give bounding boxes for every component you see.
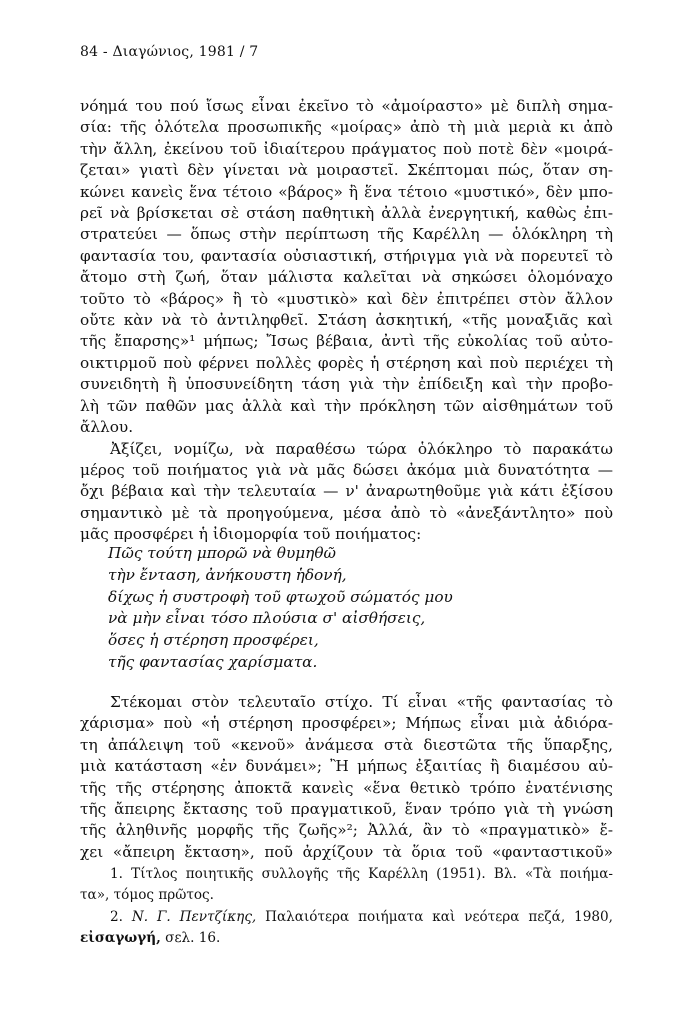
footnote-2-title: Παλαιότερα ποιήματα καὶ νεότερα πεζά, 1980,	[265, 908, 613, 925]
footnote-1-line: τα», τόμος πρῶτος.	[80, 887, 214, 904]
text-line: τὴν ἄλλη, ἐκείνου τοῦ ἰδιαίτερου πράγματος ποὺ ποτὲ δὲν «μοιρά-	[80, 139, 613, 158]
paragraph-1	[80, 96, 613, 439]
text-line: χει «ἄπειρη ἔκταση», ποῦ ἀρχίζουν τὰ ὅρια τοῦ «φανταστικοῦ»	[80, 842, 613, 861]
text-line: νόημά του πού ἴσως εἶναι ἐκεῖνο τὸ «ἀμοίραστο» μὲ διπλὴ σημα-	[80, 97, 613, 115]
text-line: μέρος τοῦ ποιήματος γιὰ νὰ μᾶς δώσει ἀκόμα μιὰ δυνατότητα —	[80, 460, 613, 479]
footnote-2-number: 2.	[110, 908, 123, 925]
poem-line: τὴν ἔνταση, ἀνήκουστη ἡδονή,	[108, 565, 347, 584]
text-line: συνειδητὴ ἢ ὑποσυνείδητη τάση γιὰ τὴν ἐπίδειξη καὶ τὴν προβο-	[80, 375, 613, 394]
footnotes	[80, 864, 613, 950]
footnote-2-intro: εἰσαγωγή,	[80, 930, 161, 947]
text-line: Στέκομαι στὸν τελευταῖο στίχο. Τί εἶναι «τῆς φαντασίας τὸ	[110, 693, 613, 711]
poem-line: ὅσες ἡ στέρηση προσφέρει,	[108, 631, 319, 650]
text-line: ζεται» γιατὶ δὲν γίνεται νὰ μοιραστεῖ. Σκέπτομαι πώς, ὅταν ση-	[80, 161, 613, 180]
running-head: 84 - Διαγώνιος, 1981 / 7	[80, 44, 259, 60]
footnote-2-line	[80, 928, 613, 949]
text-line: ρεῖ νὰ βρίσκεται σὲ στάση παθητικὴ ἀλλὰ ἐνεργητική, καθὼς ἐπι-	[80, 204, 613, 223]
text-line: τῆς ἄπειρης ἔκτασης τοῦ πραγματικοῦ, ἕναν τρόπο γιὰ τὴ γνώση	[80, 800, 613, 819]
text-line: σημαντικὸ μὲ τὰ προηγούμενα, μέσα ἀπὸ τὸ «ἀνεξάντλητο» ποὺ	[80, 503, 613, 522]
text-line: τοῦτο τὸ «βάρος» ἢ τὸ «μυστικὸ» καὶ δὲν ἐπιτρέπει στὸν ἄλλον	[80, 289, 613, 308]
text-line: λὴ τῶν παθῶν μας ἀλλὰ καὶ τὴν πρόκληση τῶν αἰσθημάτων τοῦ	[80, 396, 613, 415]
text-line: Ἀξίζει, νομίζω, νὰ παραθέσω τώρα ὁλόκληρο τὸ παρακάτω	[110, 439, 613, 458]
text-line: φαντασία του, φαντασία οὐσιαστική, στήριγμα γιὰ νὰ πορευτεῖ τὸ	[80, 246, 613, 265]
text-line: τῆς ἀληθινῆς μορφῆς τῆς ζωῆς»²; Ἀλλά, ἂν τὸ «πραγματικὸ» ἔ-	[80, 821, 613, 840]
poem-line: τῆς φαντασίας χαρίσματα.	[108, 652, 318, 671]
text-line: τη ἀπάλειψη τοῦ «κενοῦ» ἀνάμεσα στὰ διεστῶτα τῆς ὕπαρξης,	[80, 735, 613, 754]
footnote-1-line: 1. Τίτλος ποιητικῆς συλλογῆς τῆς Καρέλλη (1951). Βλ. «Τὰ ποιήμα-	[110, 866, 613, 882]
text-line: χάρισμα» ποὺ «ἡ στέρηση προσφέρει»; Μήπως εἶναι μιὰ ἀδιόρα-	[80, 714, 613, 733]
text-line: στρατεύει — ὅπως στὴν περίπτωση τῆς Καρέλλη — ὁλόκληρη τὴ	[80, 225, 613, 244]
poem-quote	[108, 543, 528, 674]
footnote-2-author: Ν. Γ. Πεντζίκης,	[131, 908, 257, 925]
footnote-2-line	[80, 907, 613, 928]
text-line: οὔτε κὰν νὰ τὸ ἀντιληφθεῖ. Στάση ἀσκητική, «τῆς μοναξιᾶς καὶ	[80, 311, 613, 330]
text-line: τῆς ἔπαρσης»¹ μήπως; Ἴσως βέβαια, ἀντὶ τῆς εὐκολίας τοῦ αὐτο-	[80, 332, 613, 351]
text-line: σία: τῆς ὁλότελα προσωπικῆς «μοίρας» ἀπὸ τὴ μιὰ μεριὰ κι ἀπὸ	[80, 118, 613, 137]
text-line: κώνει κανεὶς ἕνα τέτοιο «βάρος» ἢ ἕνα τέτοιο «μυστικό», δὲν μπο-	[80, 182, 613, 201]
main-text	[80, 96, 613, 546]
text-line: ἄτομο στὴ ζωή, ὅταν μάλιστα καλεῖται νὰ σηκώσει ὁλομόναχο	[80, 268, 613, 287]
text-line: τῆς τῆς στέρησης ἀποκτᾶ κανεὶς «ἕνα θετικὸ τρόπο ἐνατένισης	[80, 778, 613, 797]
text-line: ὄχι βέβαια καὶ τὴν τελευταία — ν' ἀναρωτηθοῦμε γιὰ κάτι ἐξίσου	[80, 482, 613, 501]
paragraph-2	[80, 439, 613, 546]
poem-line: δίχως ἡ συστροφὴ τοῦ φτωχοῦ σώματός μου	[108, 587, 453, 606]
poem-line: νὰ μὴν εἶναι τόσο πλούσια σ' αἰσθήσεις,	[108, 609, 426, 628]
paragraph-3	[80, 692, 613, 863]
text-line: ἄλλου.	[80, 418, 134, 437]
footnote-2-page: σελ. 16.	[165, 930, 221, 947]
text-line: οικτιρμοῦ ποὺ φέρνει πολλὲς φορὲς ἡ στέρηση καὶ ποὺ περιέχει τὴ	[80, 353, 613, 372]
poem-line: Πῶς τούτη μπορῶ νὰ θυμηθῶ	[108, 544, 337, 562]
text-line: μιὰ κατάσταση «ἐν δυνάμει»; Ἢ μήπως ἐξαιτίας ἢ διαμέσου αὐ-	[80, 757, 613, 776]
text-line: μᾶς προσφέρει ἡ ἰδιομορφία τοῦ ποιήματος:	[80, 525, 422, 544]
